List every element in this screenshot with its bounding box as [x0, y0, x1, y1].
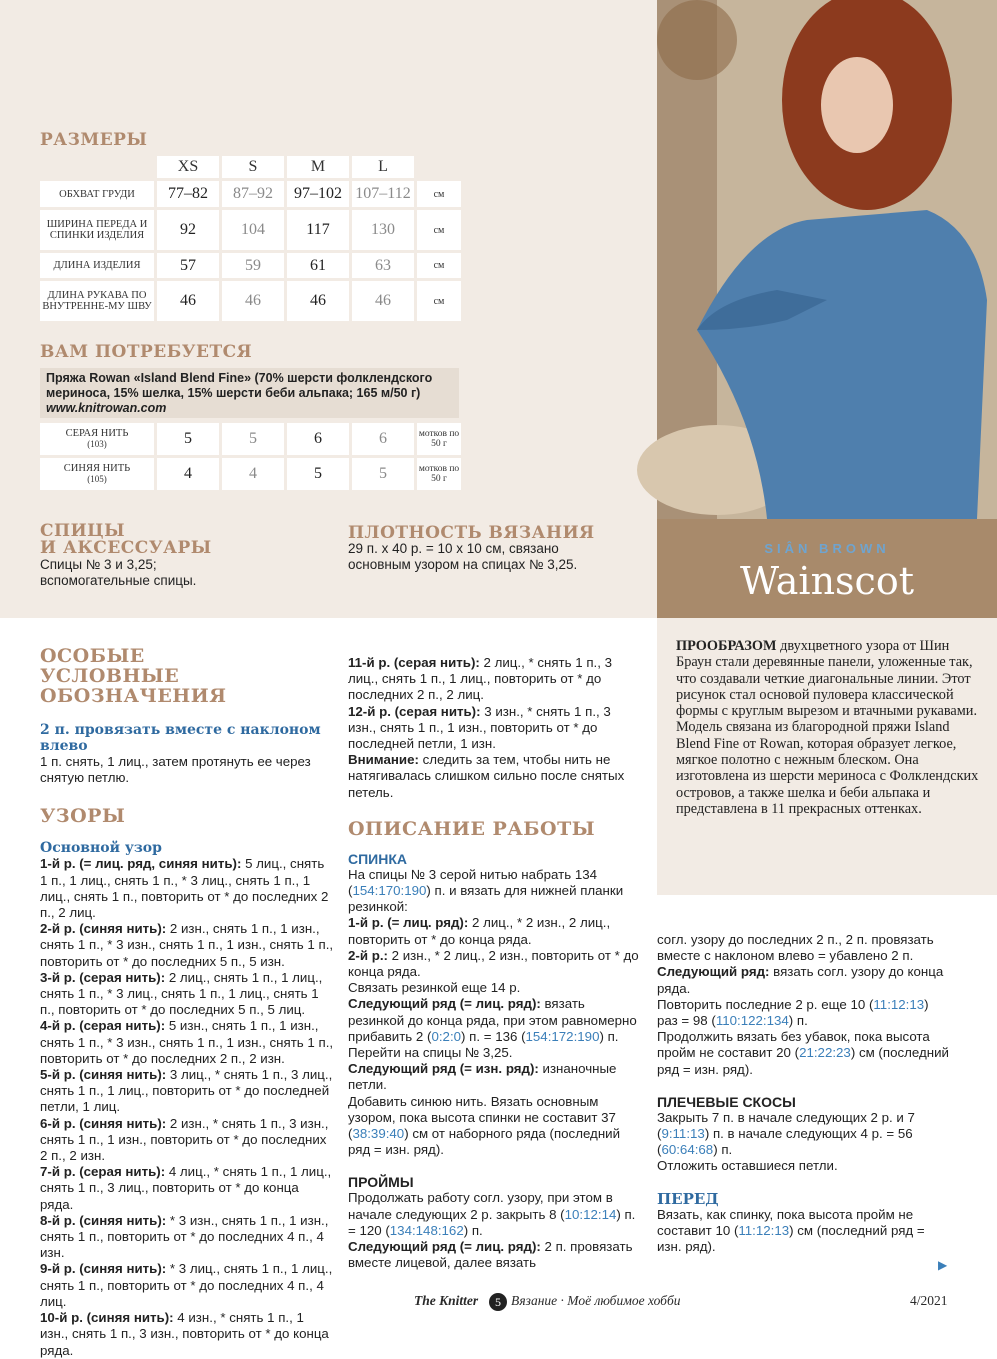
size-value: 107–112 — [352, 181, 414, 207]
armhole-next: Следующий ряд (= лиц. ряд): 2 п. провязать вместе лицевой, далее вязать — [348, 1239, 633, 1271]
work-heading: ОПИСАНИЕ РАБОТЫ — [348, 817, 596, 840]
shoulder-hold: Отложить оставшиеся петли. — [657, 1158, 838, 1174]
size-header: XS — [157, 156, 219, 178]
size-value: 92 — [157, 210, 219, 250]
row-label: ОБХВАТ ГРУДИ — [40, 181, 154, 207]
model-photo-illustration — [657, 0, 997, 519]
abbrev-def: 1 п. снять, 1 лиц., затем протянуть ее через снятую петлю. — [40, 754, 311, 786]
model-photo — [657, 0, 997, 519]
intro-text: ПРООБРАЗОМ двухцветного узора от Шин Браун стали деревянные панели, уложенные так, что создавали четкие диагональные линии. Этот рисунок стал основой пуловера классической формы с круглым вырезом и втачными рукавами. Модель связана из благородной пряжи Island Blend Fine от Rowan, которая образует легкое, мягкое полотно с нежным блеском. Она изготовлена из шерсти мериноса с Фолклендских островов, а также шелка и беби альпака и представлена в 11 прекрасных оттенках. — [657, 618, 997, 895]
yarn-description — [40, 368, 459, 418]
pattern-title: Wainscot — [740, 559, 914, 603]
front-text: Вязать, как спинку, пока высота пройм не составит 10 (11:12:13) см (последний ряд = изн. ряд). — [657, 1206, 925, 1255]
row-label: ДЛИНА ИЗДЕЛИЯ — [40, 253, 154, 278]
size-value: 46 — [157, 281, 219, 321]
size-value: 46 — [222, 281, 284, 321]
size-value: 104 — [222, 210, 284, 250]
pattern-row: 8-й р. (синяя нить): * 3 изн., снять 1 п., 1 изн., снять 1 п., повторить от * до последних 4 п., 4 изн. — [40, 1212, 329, 1261]
next-row: Следующий ряд: вязать согл. узору до конца ряда. — [657, 964, 944, 996]
pattern-row: 6-й р. (синяя нить): 2 изн., * снять 1 п., 3 изн., снять 1 п., 1 изн., повторить от * до последних 2 п., 2 изн. — [40, 1115, 329, 1164]
armhole-heading: ПРОЙМЫ — [348, 1174, 414, 1191]
title-panel — [657, 519, 997, 618]
gauge-heading: ПЛОТНОСТЬ ВЯЗАНИЯ — [348, 523, 595, 543]
next-row-1: Следующий ряд (= лиц. ряд): вязать резинкой до конца ряда, при этом равномерно прибавить 2 (0:2:0) п. = 136 (154:172:190) п. — [348, 996, 637, 1044]
pattern-row: 10-й р. (синяя нить): 4 изн., * снять 1 п., 1 изн., снять 1 п., 3 изн., повторить от * до конца ряда. — [40, 1310, 329, 1358]
needles-text: Спицы № 3 и 3,25; вспомогательные спицы. — [40, 557, 197, 589]
shoulder-heading: ПЛЕЧЕВЫЕ СКОСЫ — [657, 1093, 796, 1110]
size-value: 46 — [352, 281, 414, 321]
designer-name: SIÂN BROWN — [764, 541, 890, 556]
yarn-qty: 4 — [157, 458, 219, 490]
issue-number: 4/2021 — [910, 1293, 948, 1308]
size-header: L — [352, 156, 414, 178]
size-header: S — [222, 156, 284, 178]
row-label: ДЛИНА РУКАВА ПО ВНУТРЕННЕ-МУ ШВУ — [40, 281, 154, 321]
yarn-qty: 5 — [157, 423, 219, 455]
pattern-row: 11-й р. (серая нить): 2 лиц., * снять 1 п., 3 лиц., снять 1 п., 1 лиц., повторить от * до последних 2 п., 2 лиц. — [348, 655, 613, 703]
column-1 — [40, 646, 335, 1359]
front-heading: ПЕРЕД — [657, 1189, 719, 1208]
gauge-text: 29 п. x 40 р. = 10 x 10 см, связано основным узором на спицах № 3,25. — [348, 541, 578, 573]
materials-heading: ВАМ ПОТРЕБУЕТСЯ — [40, 342, 253, 362]
abbrev-heading: ОСОБЫЕ УСЛОВНЫЕ ОБОЗНАЧЕНИЯ — [40, 645, 227, 707]
armhole-text: Продолжать работу согл. узору, при этом в начале следующих 2 р. закрыть 8 (10:12:14) п. = 120 (134:148:162) п. — [348, 1190, 636, 1238]
decrease-text: согл. узору до последних 2 п., 2 п. провязать вместе с наклоном влево = убавлено 2 п. — [657, 932, 934, 964]
row-label: СИНЯЯ НИТЬ (105) — [40, 458, 154, 490]
pattern-row: 1-й р. (= лиц. ряд, синяя нить): 5 лиц., снять 1 п., 1 лиц., снять 1 п., * 3 лиц., снять 1 п., 1 лиц., снять 1 п., повторить от * до последних 2 п., 2 лиц. — [40, 856, 329, 921]
pattern-row: 12-й р. (серая нить): 3 изн., * снять 1 п., 3 изн., снять 1 п., 1 изн., повторить от * до последней петли, 1 изн. — [348, 703, 611, 752]
size-value: 117 — [287, 210, 349, 250]
yarn-url[interactable]: www.knitrowan.com — [46, 401, 167, 415]
yarn-qty: 5 — [287, 458, 349, 490]
patterns-heading: УЗОРЫ — [40, 805, 126, 828]
size-value: 46 — [287, 281, 349, 321]
size-value: 97–102 — [287, 181, 349, 207]
unit: см — [417, 281, 461, 321]
needles-heading: СПИЦЫ И АКСЕССУАРЫ — [40, 521, 212, 558]
pattern-row: 9-й р. (синяя нить): * 3 лиц., снять 1 п., 1 лиц., снять 1 п., повторить от * до последних 4 п., 4 лиц. — [40, 1261, 333, 1309]
column-2 — [348, 655, 640, 1272]
footer — [0, 1293, 997, 1313]
pattern-row: 4-й р. (серая нить): 5 изн., снять 1 п., 1 изн., снять 1 п., * 3 изн., снять 1 п., 1 изн., снять 1 п., повторить от * до последних 2 п., 2 изн. — [40, 1018, 334, 1066]
yarn-qty: 5 — [352, 458, 414, 490]
continue-text: Продолжить вязать без убавок, пока высота пройм не составит 20 (21:22:23) см (последний ряд = изн. ряд). — [657, 1029, 949, 1077]
size-value: 63 — [352, 253, 414, 278]
patterns-sub: Основной узор — [40, 840, 162, 857]
page-number: 5 — [489, 1293, 507, 1311]
pattern-row: 3-й р. (серая нить): 2 лиц., снять 1 п., 1 лиц., снять 1 п., * 3 лиц., снять 1 п., 1 лиц., снять 1 п., повторить от * до последних 5 п., 5 лиц. — [40, 969, 323, 1018]
unit: мотков по 50 г — [417, 458, 461, 490]
sizes-heading: РАЗМЕРЫ — [40, 130, 148, 150]
unit: см — [417, 253, 461, 278]
back-cast-on: На спицы № 3 серой нитью набрать 134 (154:170:190) п. и вязать для нижней планки резинкой: — [348, 866, 624, 915]
rib-more: Связать резинкой еще 14 р. — [348, 980, 521, 996]
row-label: ШИРИНА ПЕРЕДА И СПИНКИ ИЗДЕЛИЯ — [40, 210, 154, 250]
back-heading: СПИНКА — [348, 850, 408, 867]
footer-sub: Вязание · Моё любимое хобби — [511, 1293, 681, 1308]
shoulder-text: Закрыть 7 п. в начале следующих 2 р. и 7 (9:11:13) п. в начале следующих 4 р. = 56 (60:64:68) п. — [657, 1109, 915, 1158]
sizes-table — [37, 153, 464, 324]
rib-row-1: 1-й р. (= лиц. ряд): 2 лиц., * 2 изн., 2 лиц., повторить от * до конца ряда. — [348, 915, 611, 947]
unit: мотков по 50 г — [417, 423, 461, 455]
row-label: СЕРАЯ НИТЬ (103) — [40, 423, 154, 455]
yarn-qty: 4 — [222, 458, 284, 490]
rib-row-2: 2-й р.: 2 изн., * 2 лиц., 2 изн., повторить от * до конца ряда. — [348, 947, 639, 980]
size-value: 130 — [352, 210, 414, 250]
yarn-qty: 6 — [287, 423, 349, 455]
size-value: 57 — [157, 253, 219, 278]
repeat-text: Повторить последние 2 р. еще 10 (11:12:13) раз = 98 (110:122:134) п. — [657, 996, 929, 1029]
yarn-qty: 6 — [352, 423, 414, 455]
pattern-row: 7-й р. (серая нить): 4 лиц., * снять 1 п., 1 лиц., снять 1 п., 3 лиц., повторить от * до конца ряда. — [40, 1164, 332, 1212]
size-value: 77–82 — [157, 181, 219, 207]
pattern-row: 2-й р. (синяя нить): 2 изн., снять 1 п., 1 изн., снять 1 п., * 3 изн., снять 1 п., 1 изн., снять 1 п., повторить от * до последних 5 п., 5 изн. — [40, 921, 334, 969]
materials-table — [37, 420, 464, 493]
yarn-qty: 5 — [222, 423, 284, 455]
size-value: 87–92 — [222, 181, 284, 207]
size-value: 61 — [287, 253, 349, 278]
abbrev-term: 2 п. провязать вместе с наклоном влево — [40, 722, 321, 754]
footer-brand: The Knitter — [414, 1293, 479, 1308]
yarn-text: Пряжа Rowan «Island Blend Fine» (70% шерсти фолклендского мериноса, 15% шелка, 15% шерсти беби альпака; 165 м/50 г) — [46, 371, 433, 400]
note: Внимание: следить за тем, чтобы нить не натягивалась слишком сильно после снятых петель. — [348, 752, 625, 800]
add-blue: Добавить синюю нить. Вязать основным узором, пока высота спинки не составит 37 (38:39:40) см от наборного ряда (последний ряд = изн. ряд). — [348, 1093, 621, 1158]
unit: см — [417, 210, 461, 250]
column-3 — [657, 932, 949, 1255]
switch-needles: Перейти на спицы № 3,25. — [348, 1045, 513, 1061]
pattern-row: 5-й р. (синяя нить): 3 лиц., * снять 1 п., 3 лиц., снять 1 п., 1 лиц., повторить от * до последней петли, 1 лиц. — [40, 1067, 333, 1115]
size-header: M — [287, 156, 349, 178]
unit: см — [417, 181, 461, 207]
size-value: 59 — [222, 253, 284, 278]
next-row-2: Следующий ряд (= изн. ряд): изнаночные петли. — [348, 1061, 617, 1093]
next-page-arrow-icon: ▶ — [938, 1258, 948, 1272]
